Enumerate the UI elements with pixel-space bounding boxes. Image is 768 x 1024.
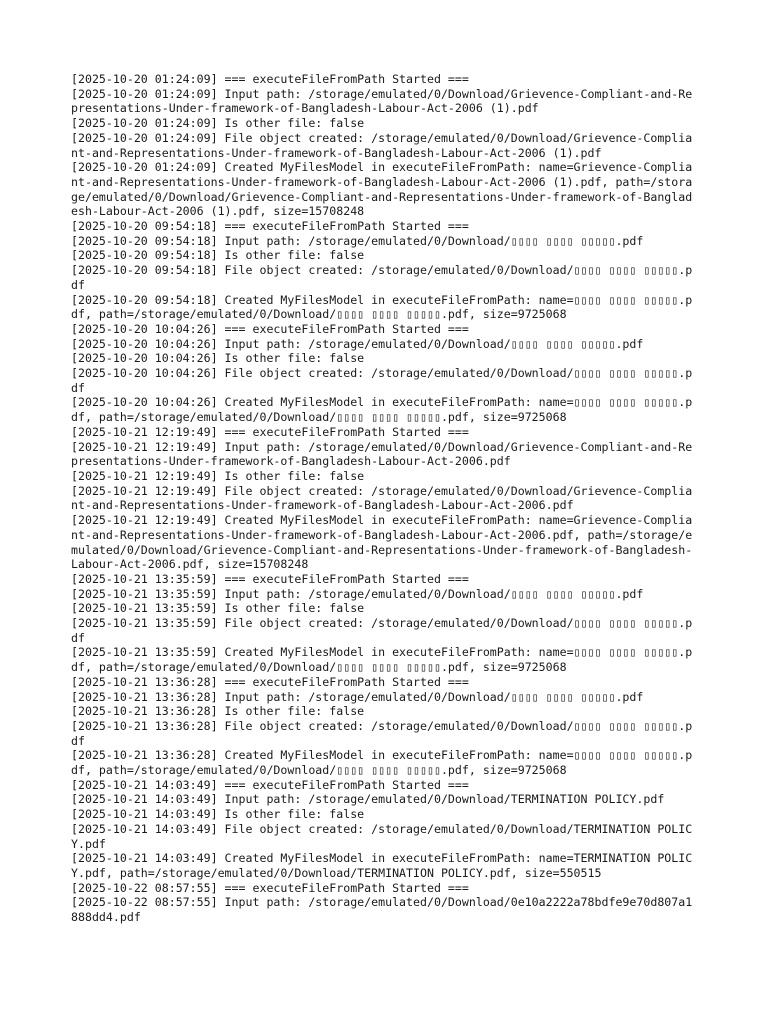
log-line: [2025-10-20 10:04:26] Is other file: false [71,351,365,366]
log-line: [2025-10-20 09:54:18] File object created: /storage/emulated/0/Download/▯▯▯▯ ▯▯▯▯ ▯▯▯▯▯.pdf [71,263,693,292]
log-line: [2025-10-21 14:03:49] File object created: /storage/emulated/0/Download/TERMINATION POLICY.pdf [71,821,693,851]
log-line: [2025-10-22 08:57:55] Input path: /storage/emulated/0/Download/0e10a2222a78bdfe9e70d807a1888dd4.pdf [71,895,693,925]
log-line: [2025-10-21 12:19:49] Is other file: false [71,468,365,483]
log-line: [2025-10-20 09:54:18] Is other file: false [71,248,365,263]
log-line: [2025-10-21 13:35:59] Created MyFilesModel in executeFileFromPath: name=▯▯▯▯ ▯▯▯▯ ▯▯▯▯▯.pdf, path=/storage/emulated/0/Download/▯▯▯▯ ▯▯▯▯ ▯▯▯▯▯.pdf, size=9725068 [71,645,693,675]
log-line: [2025-10-20 01:24:09] File object created: /storage/emulated/0/Download/Grievence-Compliant-and-Representations-Under-framework-of-Bangladesh-Labour-Act-2006 (1).pdf [71,130,693,160]
log-document [71,72,699,925]
log-line: [2025-10-22 08:57:55] === executeFileFromPath Started === [71,880,469,895]
log-line: [2025-10-21 13:36:28] Created MyFilesModel in executeFileFromPath: name=▯▯▯▯ ▯▯▯▯ ▯▯▯▯▯.pdf, path=/storage/emulated/0/Download/▯▯▯▯ ▯▯▯▯ ▯▯▯▯▯.pdf, size=9725068 [71,748,693,778]
log-line: [2025-10-21 14:03:49] Is other file: false [71,807,365,822]
log-line: [2025-10-21 12:19:49] File object created: /storage/emulated/0/Download/Grievence-Compliant-and-Representations-Under-framework-of-Bangladesh-Labour-Act-2006.pdf [71,483,693,513]
log-line: [2025-10-20 01:24:09] Input path: /storage/emulated/0/Download/Grievence-Compliant-and-Representations-Under-framework-of-Bangladesh-Labour-Act-2006 (1).pdf [71,86,693,116]
log-line: [2025-10-21 12:19:49] === executeFileFromPath Started === [71,424,469,439]
log-line: [2025-10-21 14:03:49] Created MyFilesModel in executeFileFromPath: name=TERMINATION POLICY.pdf, path=/storage/emulated/0/Download/TERMINATION POLICY.pdf, size=550515 [71,851,693,880]
log-lines [71,72,699,925]
log-line: [2025-10-20 01:24:09] Created MyFilesModel in executeFileFromPath: name=Grievence-Compliant-and-Representations-Under-framework-of-Bangladesh-Labour-Act-2006 (1).pdf, path=/storage/emulated/0/Download/Grievence-Compliant-and-Representations-Under-framework-of-Bangladesh-Labour-Act-2006 (1).pdf, size=15708248 [71,160,693,219]
log-line: [2025-10-20 10:04:26] Input path: /storage/emulated/0/Download/▯▯▯▯ ▯▯▯▯ ▯▯▯▯▯.pdf [71,336,644,351]
log-line: [2025-10-20 10:04:26] === executeFileFromPath Started === [71,321,469,336]
log-line: [2025-10-21 13:36:28] File object created: /storage/emulated/0/Download/▯▯▯▯ ▯▯▯▯ ▯▯▯▯▯.pdf [71,718,693,748]
log-line: [2025-10-21 13:35:59] === executeFileFromPath Started === [71,571,469,586]
log-line: [2025-10-20 10:04:26] File object created: /storage/emulated/0/Download/▯▯▯▯ ▯▯▯▯ ▯▯▯▯▯.pdf [71,366,693,395]
log-line: [2025-10-20 01:24:09] Is other file: false [71,116,365,131]
log-line: [2025-10-21 13:35:59] Is other file: false [71,601,365,616]
log-line: [2025-10-21 13:35:59] File object created: /storage/emulated/0/Download/▯▯▯▯ ▯▯▯▯ ▯▯▯▯▯.pdf [71,616,693,645]
log-line: [2025-10-20 09:54:18] === executeFileFromPath Started === [71,219,469,234]
log-line: [2025-10-21 14:03:49] === executeFileFromPath Started === [71,777,469,792]
log-line: [2025-10-21 12:19:49] Created MyFilesModel in executeFileFromPath: name=Grievence-Compliant-and-Representations-Under-framework-of-Bangladesh-Labour-Act-2006.pdf, path=/storage/emulated/0/Download/Grievence-Compliant-and-Representations-Under-framework-of-Bangladesh-Labour-Act-2006.pdf, size=15708248 [71,513,693,572]
log-line: [2025-10-20 10:04:26] Created MyFilesModel in executeFileFromPath: name=▯▯▯▯ ▯▯▯▯ ▯▯▯▯▯.pdf, path=/storage/emulated/0/Download/▯▯▯▯ ▯▯▯▯ ▯▯▯▯▯.pdf, size=9725068 [71,395,693,425]
log-line: [2025-10-21 13:36:28] Is other file: false [71,704,365,719]
log-line: [2025-10-20 09:54:18] Created MyFilesModel in executeFileFromPath: name=▯▯▯▯ ▯▯▯▯ ▯▯▯▯▯.pdf, path=/storage/emulated/0/Download/▯▯▯▯ ▯▯▯▯ ▯▯▯▯▯.pdf, size=9725068 [71,292,693,322]
log-line: [2025-10-21 13:36:28] Input path: /storage/emulated/0/Download/▯▯▯▯ ▯▯▯▯ ▯▯▯▯▯.pdf [71,689,644,704]
log-line: [2025-10-21 13:36:28] === executeFileFromPath Started === [71,674,469,689]
log-line: [2025-10-20 09:54:18] Input path: /storage/emulated/0/Download/▯▯▯▯ ▯▯▯▯ ▯▯▯▯▯.pdf [71,233,644,248]
log-line: [2025-10-20 01:24:09] === executeFileFromPath Started === [71,72,469,86]
log-line: [2025-10-21 13:35:59] Input path: /storage/emulated/0/Download/▯▯▯▯ ▯▯▯▯ ▯▯▯▯▯.pdf [71,586,644,601]
log-line: [2025-10-21 14:03:49] Input path: /storage/emulated/0/Download/TERMINATION POLICY.pdf [71,792,665,807]
log-line: [2025-10-21 12:19:49] Input path: /storage/emulated/0/Download/Grievence-Compliant-and-Representations-Under-framework-of-Bangladesh-Labour-Act-2006.pdf [71,439,693,469]
